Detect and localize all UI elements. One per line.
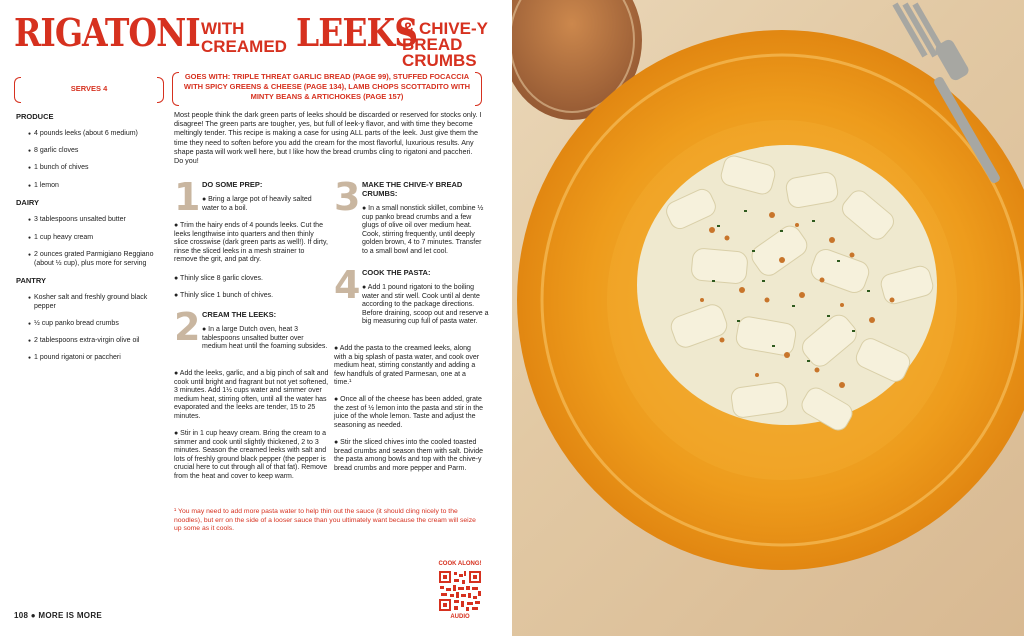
step-4 bbox=[334, 263, 489, 506]
footnote: ¹ You may need to add more pasta water to help thin out the sauce (it should cling nicely to the noodles), but err on the side of a looser sauce than you ultimately want because the cream will seize up some as it cools. bbox=[174, 508, 476, 532]
ingredient-item: ● 2 ounces grated Parmigiano Reggiano (about ½ cup), plus more for serving bbox=[34, 250, 164, 268]
goes-with-box bbox=[172, 72, 482, 104]
ingredient-item: ● Kosher salt and freshly ground black pepper bbox=[34, 293, 164, 311]
step-2 bbox=[174, 305, 329, 498]
serves-label: SERVES 4 bbox=[70, 84, 108, 93]
step-title: DO SOME PREP: bbox=[202, 180, 263, 189]
step-paragraph: ● Add the pasta to the creamed leeks, along with a big splash of pasta water, and cook over medium heat, stirring constantly and adding a few handfuls of grated Parmesan, one at a time.¹ bbox=[334, 345, 480, 387]
step-paragraph: ● Thinly slice 1 bunch of chives. bbox=[174, 292, 274, 299]
serves-box bbox=[14, 77, 164, 101]
qr-code-graphic bbox=[437, 569, 483, 613]
recipe-title bbox=[14, 10, 504, 72]
step-number: 1 bbox=[174, 175, 201, 219]
title-leeks: LEEKS bbox=[296, 10, 418, 56]
goes-with-text: GOES WITH: TRIPLE THREAT GARLIC BREAD (PAGE 99), STUFFED FOCACCIA WITH SPICY GREENS & CHEESE (PAGE 134), LAMB CHOPS SCOTTADITO WITH MINTY BEANS & ARTICHOKES (PAGE 157) bbox=[183, 72, 471, 101]
step-title: COOK THE PASTA: bbox=[362, 268, 431, 277]
ingredient-item: ● 1 lemon bbox=[34, 181, 164, 190]
pantry-heading: PANTRY bbox=[16, 276, 46, 285]
title-rigatoni: RIGATONI bbox=[14, 10, 200, 56]
audio-label: AUDIO bbox=[450, 614, 470, 620]
step-paragraph: ● Thinly slice 8 garlic cloves. bbox=[174, 275, 263, 282]
pasta-plate-illustration bbox=[512, 0, 1024, 636]
ingredient-item: ● 1 bunch of chives bbox=[34, 163, 164, 172]
title-with: WITH bbox=[201, 19, 245, 38]
step-paragraph: ● Trim the hairy ends of 4 pounds leeks. Cut the leeks lengthwise into quarters and then thinly slice crosswise (dark green parts as well!). If dirty, rinse the sliced leeks in a mesh strainer to remove the grit, and pat dry. bbox=[174, 222, 328, 264]
title-crumbs: CRUMBS bbox=[402, 51, 477, 70]
step-paragraph: ● In a large Dutch oven, heat 3 tablespoons unsalted butter over medium heat until the foaming subsides. bbox=[202, 326, 328, 351]
ingredient-item: ● 1 cup heavy cream bbox=[34, 233, 164, 242]
step-number: 3 bbox=[334, 175, 361, 219]
step-paragraph: ● Once all of the cheese has been added, grate the zest of ½ lemon into the pasta and stir in the juice of the whole lemon. Taste and adjust the seasoning as needed. bbox=[334, 396, 484, 429]
step-paragraph: ● Bring a large pot of heavily salted water to a boil. bbox=[202, 196, 312, 212]
ingredient-item: ● 3 tablespoons unsalted butter bbox=[34, 215, 164, 224]
step-number: 4 bbox=[334, 263, 361, 307]
title-creamed: CREAMED bbox=[201, 37, 287, 56]
dairy-heading: DAIRY bbox=[16, 198, 40, 207]
qr-code-icon[interactable] bbox=[437, 569, 483, 613]
step-paragraph: ● Add the leeks, garlic, and a big pinch of salt and cook until bright and fragrant but not yet softened, 3 minutes. Add 1½ cups water and simmer over medium heat, stirring often, until all the water has evaporated and the leeks are tender, 15 to 25 minutes. bbox=[174, 370, 329, 420]
step-1 bbox=[174, 175, 329, 308]
step-paragraph: ● Add 1 pound rigatoni to the boiling water and stir well. Cook until al dente according to the package directions. Before draining, scoop out and reserve a big measuring cup full of pasta water. bbox=[362, 284, 489, 326]
intro-paragraph: Most people think the dark green parts of leeks should be discarded or reserved for stocks only. I disagree! The green parts are tougher, yes, but full of leek-y flavor, and with time they become meltingly tender. This recipe is making a case for using ALL parts of the leek. Just give them the time they need to soften before you add the cream for the most flavorful, luxurious results. Any shape pasta will work well here, but I like how the bread crumbs cling to rigatoni and paccheri. Do you! bbox=[174, 110, 482, 166]
ingredient-item: ● 2 tablespoons extra-virgin olive oil bbox=[34, 336, 164, 345]
step-paragraph: ● Stir the sliced chives into the cooled toasted bread crumbs and season them with salt. Divide the pasta among bowls and top with the chive-y bread crumbs and more pepper and Parm. bbox=[334, 439, 484, 472]
ingredient-item: ● 8 garlic cloves bbox=[34, 146, 164, 155]
title-bread: BREAD bbox=[402, 35, 463, 54]
step-paragraph: ● Stir in 1 cup heavy cream. Bring the cream to a simmer and cook until slightly thickened, 2 to 3 minutes. Season the creamed leeks with salt and lots of freshly ground black pepper (the pepper is crucial here to cut through all of that fat). Remove from the heat and cover to keep warm. bbox=[174, 430, 328, 480]
ingredient-item: ● 4 pounds leeks (about 6 medium) bbox=[34, 129, 164, 138]
step-title: CREAM THE LEEKS: bbox=[202, 310, 277, 319]
ingredient-item: ● ½ cup panko bread crumbs bbox=[34, 319, 164, 328]
page-footer: 108 ● MORE IS MORE bbox=[14, 611, 103, 620]
cook-along-label: COOK ALONG! bbox=[438, 561, 482, 567]
step-paragraph: ● In a small nonstick skillet, combine ½ cup panko bread crumbs and a few glugs of olive oil over medium heat. Cook, stirring frequently, until deeply golden brown, 4 to 7 minutes. Transfer to a small bowl and let cool. bbox=[362, 205, 484, 255]
food-photo bbox=[512, 0, 1024, 636]
step-number: 2 bbox=[174, 305, 201, 349]
step-title: MAKE THE CHIVE-Y BREAD CRUMBS: bbox=[362, 180, 463, 198]
ingredient-item: ● 1 pound rigatoni or paccheri bbox=[34, 353, 164, 362]
produce-heading: PRODUCE bbox=[16, 112, 54, 121]
step-3 bbox=[334, 175, 489, 266]
title-chivey: & CHIVE-Y bbox=[402, 19, 488, 38]
